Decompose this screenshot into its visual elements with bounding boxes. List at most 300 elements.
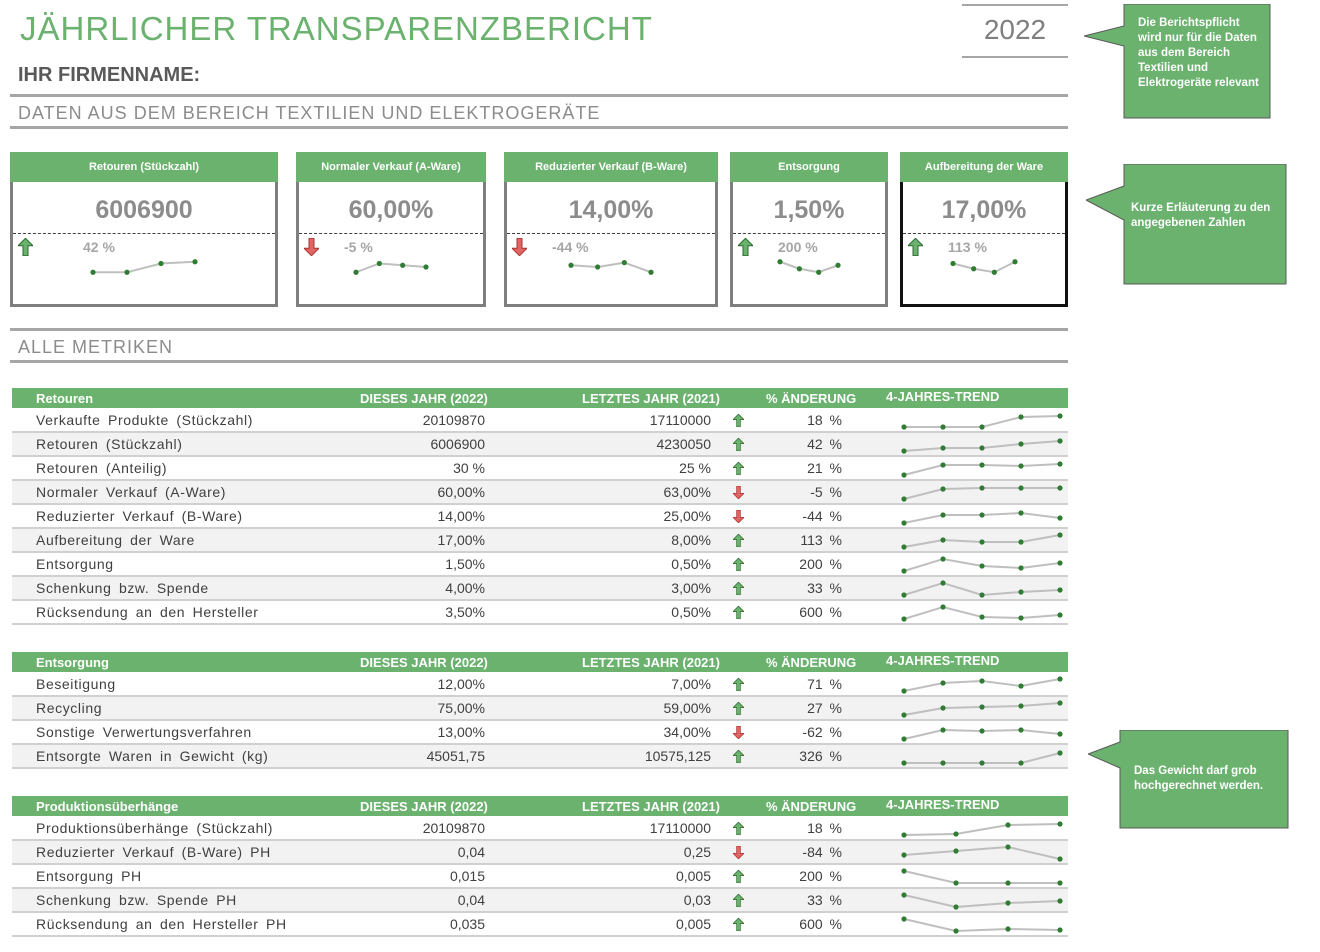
row-change: -62 %	[802, 724, 842, 740]
trend-point	[940, 556, 945, 561]
trend-point	[901, 688, 906, 693]
callout-weight-text: Das Gewicht darf grob hochgerechnet werden.	[1134, 765, 1264, 792]
trend-point	[1018, 539, 1023, 544]
col-header-last-year: LETZTES JAHR (2021)	[582, 391, 720, 406]
trend-sparkline	[892, 673, 1072, 697]
trend-point	[979, 728, 984, 733]
trend-sparkline	[892, 505, 1072, 529]
row-this-year: 17,00%	[437, 532, 485, 548]
row-trend	[892, 865, 1072, 892]
trend-point	[979, 512, 984, 517]
trend-point	[979, 424, 984, 429]
trend-point	[1018, 589, 1023, 594]
row-change: 27 %	[807, 700, 842, 716]
row-this-year: 0,04	[457, 892, 485, 908]
report-year[interactable]: 2022	[962, 4, 1068, 58]
row-change: 326 %	[799, 748, 842, 764]
row-label: Verkaufte Produkte (Stückzahl)	[36, 412, 253, 428]
row-change: 600 %	[799, 604, 842, 620]
trend-point	[901, 520, 906, 525]
trend-line	[93, 262, 195, 273]
table-row[interactable]	[12, 409, 1068, 433]
col-header-trend: 4-JAHRES-TREND	[886, 797, 1000, 812]
row-arrow	[733, 414, 744, 430]
trend-sparkline	[892, 889, 1072, 913]
trend-point	[1057, 821, 1062, 826]
callout-reporting-note-text: Die Berichtspflicht wird nur für die Daten aus dem Bereich Textilien und Elektrogeräte relevant	[1138, 17, 1259, 89]
row-change: 113 %	[800, 532, 842, 548]
trend-point	[90, 270, 95, 275]
trend-point	[1018, 703, 1023, 708]
table-row[interactable]	[12, 577, 1068, 601]
trend-sparkline	[892, 481, 1072, 505]
trend-point	[950, 261, 955, 266]
row-arrow	[733, 558, 744, 574]
row-trend	[892, 529, 1072, 556]
trend-point	[901, 736, 906, 741]
trend-point	[953, 880, 958, 885]
trend-point	[648, 270, 653, 275]
col-header-trend: 4-JAHRES-TREND	[886, 653, 1000, 668]
table-row[interactable]	[12, 721, 1068, 745]
table-header	[12, 652, 1068, 672]
row-arrow	[733, 870, 744, 886]
trend-point	[1057, 587, 1062, 592]
trend-point	[940, 537, 945, 542]
trend-point	[901, 868, 906, 873]
divider	[10, 94, 1068, 97]
trend-point	[901, 760, 906, 765]
arrow-up-icon	[733, 414, 744, 427]
kpi-value: 17,00%	[903, 182, 1065, 234]
trend-point	[1057, 750, 1062, 755]
row-change: 42 %	[807, 436, 842, 452]
row-this-year: 60,00%	[437, 484, 485, 500]
trend-point	[1018, 615, 1023, 620]
trend-line	[904, 895, 1060, 907]
row-trend	[892, 433, 1072, 460]
trend-line	[904, 847, 1060, 859]
trend-point	[1057, 700, 1062, 705]
trend-point	[992, 270, 997, 275]
kpi-change: 42 %	[83, 239, 115, 255]
trend-point	[622, 260, 627, 265]
trend-sparkline	[892, 457, 1072, 481]
table-title: Retouren	[36, 391, 94, 406]
trend-sparkline	[892, 841, 1072, 865]
kpi-value: 6006900	[13, 182, 275, 234]
col-header-last-year: LETZTES JAHR (2021)	[582, 655, 720, 670]
arrow-up-icon	[733, 558, 744, 571]
row-arrow	[733, 726, 744, 742]
table-row[interactable]	[12, 913, 1068, 937]
trend-sparkline	[892, 817, 1072, 841]
arrow-down-icon	[733, 726, 744, 739]
trend-point	[979, 614, 984, 619]
trend-point	[1057, 532, 1062, 537]
row-this-year: 13,00%	[437, 724, 485, 740]
row-arrow	[733, 606, 744, 622]
trend-point	[979, 563, 984, 568]
kpi-card[interactable]	[10, 152, 278, 307]
table-row[interactable]	[12, 601, 1068, 625]
trend-point	[901, 592, 906, 597]
arrow-down-icon	[733, 486, 744, 499]
trend-point	[940, 580, 945, 585]
trend-sparkline	[892, 529, 1072, 553]
trend-line	[904, 824, 1060, 835]
trend-point	[1005, 926, 1010, 931]
kpi-arrow	[18, 238, 34, 256]
row-last-year: 17110000	[649, 412, 711, 428]
kpi-value: 14,00%	[507, 182, 715, 234]
trend-point	[953, 928, 958, 933]
trend-point	[568, 263, 573, 268]
col-header-this-year: DIESES JAHR (2022)	[360, 799, 488, 814]
row-this-year: 0,04	[457, 844, 485, 860]
trend-point	[901, 472, 906, 477]
trend-point	[901, 892, 906, 897]
callout-explanation-text: Kurze Erläuterung zu den angegebenen Zahlen	[1131, 202, 1271, 229]
trend-point	[901, 544, 906, 549]
row-change: 33 %	[807, 580, 842, 596]
trend-point	[1005, 844, 1010, 849]
trend-sparkline	[892, 577, 1072, 601]
table-header	[12, 388, 1068, 408]
arrow-up-icon	[733, 918, 744, 931]
row-label: Normaler Verkauf (A-Ware)	[36, 484, 227, 500]
table-row[interactable]	[12, 841, 1068, 865]
trend-point	[1018, 485, 1023, 490]
trend-point	[979, 678, 984, 683]
trend-point	[1018, 683, 1023, 688]
row-trend	[892, 577, 1072, 604]
kpi-value: 1,50%	[733, 182, 885, 234]
kpi-trend	[733, 256, 885, 283]
row-last-year: 4230050	[656, 436, 711, 452]
trend-point	[1005, 880, 1010, 885]
trend-point	[901, 448, 906, 453]
trend-point	[192, 259, 197, 264]
trend-sparkline	[892, 745, 1072, 769]
col-header-trend: 4-JAHRES-TREND	[886, 389, 1000, 404]
arrow-up-icon	[733, 582, 744, 595]
arrow-up-icon	[733, 462, 744, 475]
row-trend	[892, 841, 1072, 868]
row-label: Aufbereitung der Ware	[36, 532, 195, 548]
trend-line	[904, 871, 1060, 883]
table-row[interactable]	[12, 745, 1068, 769]
trend-point	[377, 261, 382, 266]
trend-point	[797, 266, 802, 271]
row-this-year: 3,50%	[445, 604, 485, 620]
trend-point	[901, 852, 906, 857]
col-header-last-year: LETZTES JAHR (2021)	[582, 799, 720, 814]
table-row[interactable]	[12, 817, 1068, 841]
trend-sparkline	[892, 913, 1072, 937]
kpi-title: Normaler Verkauf (A-Ware)	[296, 152, 486, 182]
trend-sparkline	[13, 256, 275, 278]
row-label: Entsorgung	[36, 556, 114, 572]
row-arrow	[733, 894, 744, 910]
arrow-down-icon	[304, 238, 319, 256]
row-change: -44 %	[802, 508, 842, 524]
kpi-arrow	[908, 238, 924, 256]
table-row[interactable]	[12, 505, 1068, 529]
trend-point	[979, 485, 984, 490]
trend-point	[979, 760, 984, 765]
table-row[interactable]	[12, 553, 1068, 577]
row-this-year: 12,00%	[437, 676, 485, 692]
kpi-card[interactable]	[900, 152, 1068, 307]
table-row[interactable]	[12, 457, 1068, 481]
row-arrow	[733, 534, 744, 550]
trend-point	[158, 261, 163, 266]
row-change: 200 %	[799, 556, 842, 572]
trend-point	[595, 264, 600, 269]
arrow-up-icon	[733, 606, 744, 619]
section-label-all-metrics: ALLE METRIKEN	[18, 337, 174, 357]
kpi-title: Entsorgung	[730, 152, 888, 182]
col-header-change: % ÄNDERUNG	[766, 655, 857, 670]
trend-point	[816, 270, 821, 275]
trend-sparkline	[892, 409, 1072, 433]
kpi-change: 200 %	[778, 239, 818, 255]
row-arrow	[733, 582, 744, 598]
row-last-year: 34,00%	[663, 724, 711, 740]
trend-point	[400, 263, 405, 268]
col-header-change: % ÄNDERUNG	[766, 799, 857, 814]
trend-sparkline	[507, 256, 715, 278]
row-trend	[892, 601, 1072, 628]
trend-point	[835, 263, 840, 268]
trend-sparkline	[733, 256, 885, 278]
row-trend	[892, 553, 1072, 580]
divider	[10, 360, 1068, 363]
trend-point	[1057, 461, 1062, 466]
kpi-arrow	[512, 238, 528, 256]
kpi-card[interactable]	[296, 152, 486, 307]
company-name[interactable]: IHR FIRMENNAME:	[18, 64, 201, 86]
trend-point	[953, 848, 958, 853]
row-last-year: 17110000	[649, 820, 711, 836]
trend-point	[901, 712, 906, 717]
row-trend	[892, 817, 1072, 844]
arrow-up-icon	[733, 822, 744, 835]
kpi-title: Reduzierter Verkauf (B-Ware)	[504, 152, 718, 182]
row-last-year: 0,005	[675, 916, 711, 932]
trend-point	[940, 604, 945, 609]
kpi-change: 113 %	[948, 239, 987, 255]
row-arrow	[733, 438, 744, 454]
trend-point	[901, 832, 906, 837]
table-row[interactable]	[12, 529, 1068, 553]
row-this-year: 20109870	[422, 412, 485, 428]
col-header-this-year: DIESES JAHR (2022)	[360, 655, 488, 670]
trend-point	[1057, 485, 1062, 490]
trend-point	[953, 831, 958, 836]
trend-point	[1057, 438, 1062, 443]
kpi-change: -5 %	[344, 239, 373, 255]
trend-point	[1018, 727, 1023, 732]
trend-point	[1018, 510, 1023, 515]
col-header-change: % ÄNDERUNG	[766, 391, 857, 406]
row-this-year: 20109870	[422, 820, 485, 836]
trend-point	[1057, 880, 1062, 885]
trend-point	[1018, 760, 1023, 765]
row-change: 18 %	[807, 412, 842, 428]
trend-point	[901, 616, 906, 621]
kpi-trend	[13, 256, 275, 283]
row-arrow	[733, 462, 744, 478]
row-this-year: 45051,75	[426, 748, 485, 764]
trend-line	[571, 263, 651, 273]
row-label: Sonstige Verwertungsverfahren	[36, 724, 252, 740]
row-trend	[892, 409, 1072, 436]
trend-point	[901, 916, 906, 921]
trend-point	[940, 462, 945, 467]
row-arrow	[733, 702, 744, 718]
arrow-up-icon	[733, 438, 744, 451]
row-change: 18 %	[807, 820, 842, 836]
kpi-trend	[903, 256, 1065, 283]
arrow-down-icon	[733, 846, 744, 859]
trend-point	[901, 424, 906, 429]
table-row[interactable]	[12, 481, 1068, 505]
trend-sparkline	[892, 553, 1072, 577]
trend-point	[979, 539, 984, 544]
kpi-arrow	[304, 238, 320, 256]
row-last-year: 0,03	[683, 892, 711, 908]
row-this-year: 4,00%	[445, 580, 485, 596]
arrow-up-icon	[733, 702, 744, 715]
trend-sparkline	[892, 865, 1072, 889]
row-trend	[892, 505, 1072, 532]
kpi-trend	[299, 256, 483, 283]
row-change: 33 %	[807, 892, 842, 908]
arrow-down-icon	[733, 510, 744, 523]
divider	[10, 328, 1068, 331]
row-label: Retouren (Stückzahl)	[36, 436, 183, 452]
trend-point	[423, 264, 428, 269]
trend-point	[777, 259, 782, 264]
trend-sparkline	[892, 601, 1072, 625]
trend-point	[979, 462, 984, 467]
table-row[interactable]	[12, 865, 1068, 889]
trend-point	[1018, 414, 1023, 419]
row-arrow	[733, 918, 744, 934]
row-arrow	[733, 822, 744, 838]
trend-point	[1057, 560, 1062, 565]
row-last-year: 0,50%	[671, 604, 711, 620]
arrow-up-icon	[738, 238, 753, 256]
row-label: Retouren (Anteilig)	[36, 460, 168, 476]
row-trend	[892, 457, 1072, 484]
col-header-this-year: DIESES JAHR (2022)	[360, 391, 488, 406]
row-last-year: 3,00%	[671, 580, 711, 596]
row-change: -5 %	[810, 484, 842, 500]
table-row[interactable]	[12, 673, 1068, 697]
row-trend	[892, 913, 1072, 940]
trend-sparkline	[892, 433, 1072, 457]
row-trend	[892, 481, 1072, 508]
trend-point	[940, 727, 945, 732]
trend-point	[1057, 515, 1062, 520]
trend-point	[1057, 898, 1062, 903]
trend-line	[780, 262, 838, 273]
row-this-year: 6006900	[430, 436, 485, 452]
trend-point	[940, 445, 945, 450]
row-last-year: 25 %	[679, 460, 711, 476]
row-trend	[892, 745, 1072, 772]
row-this-year: 0,015	[449, 868, 485, 884]
trend-sparkline	[892, 697, 1072, 721]
table-row[interactable]	[12, 697, 1068, 721]
row-trend	[892, 889, 1072, 916]
row-arrow	[733, 510, 744, 526]
kpi-trend	[507, 256, 715, 283]
trend-point	[979, 704, 984, 709]
kpi-card[interactable]	[504, 152, 718, 307]
arrow-up-icon	[733, 750, 744, 763]
trend-point	[1057, 856, 1062, 861]
trend-line	[904, 919, 1060, 931]
arrow-up-icon	[733, 534, 744, 547]
row-label: Recycling	[36, 700, 103, 716]
row-label: Reduzierter Verkauf (B-Ware) PH	[36, 844, 271, 860]
table-row[interactable]	[12, 433, 1068, 457]
trend-point	[1018, 441, 1023, 446]
row-last-year: 0,005	[675, 868, 711, 884]
row-label: Rücksendung an den Hersteller	[36, 604, 259, 620]
arrow-down-icon	[512, 238, 527, 256]
row-this-year: 14,00%	[437, 508, 485, 524]
row-last-year: 0,25	[683, 844, 711, 860]
trend-point	[940, 424, 945, 429]
row-label: Schenkung bzw. Spende	[36, 580, 209, 596]
table-title: Produktionsüberhänge	[36, 799, 179, 814]
trend-point	[940, 486, 945, 491]
row-this-year: 0,035	[449, 916, 485, 932]
trend-point	[124, 270, 129, 275]
trend-point	[1005, 900, 1010, 905]
arrow-up-icon	[733, 678, 744, 691]
arrow-up-icon	[733, 894, 744, 907]
table-header	[12, 796, 1068, 816]
row-label: Entsorgung PH	[36, 868, 142, 884]
row-arrow	[733, 678, 744, 694]
row-trend	[892, 721, 1072, 748]
row-change: 71 %	[807, 676, 842, 692]
table-title: Entsorgung	[36, 655, 109, 670]
trend-sparkline	[903, 256, 1065, 278]
trend-point	[901, 496, 906, 501]
row-label: Entsorgte Waren in Gewicht (kg)	[36, 748, 269, 764]
table-row[interactable]	[12, 889, 1068, 913]
row-last-year: 63,00%	[663, 484, 711, 500]
arrow-up-icon	[18, 238, 33, 256]
arrow-up-icon	[908, 238, 923, 256]
trend-point	[1057, 676, 1062, 681]
row-arrow	[733, 750, 744, 766]
report-title: JÄHRLICHER TRANSPARENZBERICHT	[20, 10, 653, 47]
kpi-card[interactable]	[730, 152, 888, 307]
kpi-title: Retouren (Stückzahl)	[10, 152, 278, 182]
row-change: 21 %	[807, 460, 842, 476]
trend-sparkline	[299, 256, 483, 278]
section-label-data: DATEN AUS DEM BEREICH TEXTILIEN UND ELEKTROGERÄTE	[18, 103, 601, 123]
trend-point	[901, 568, 906, 573]
